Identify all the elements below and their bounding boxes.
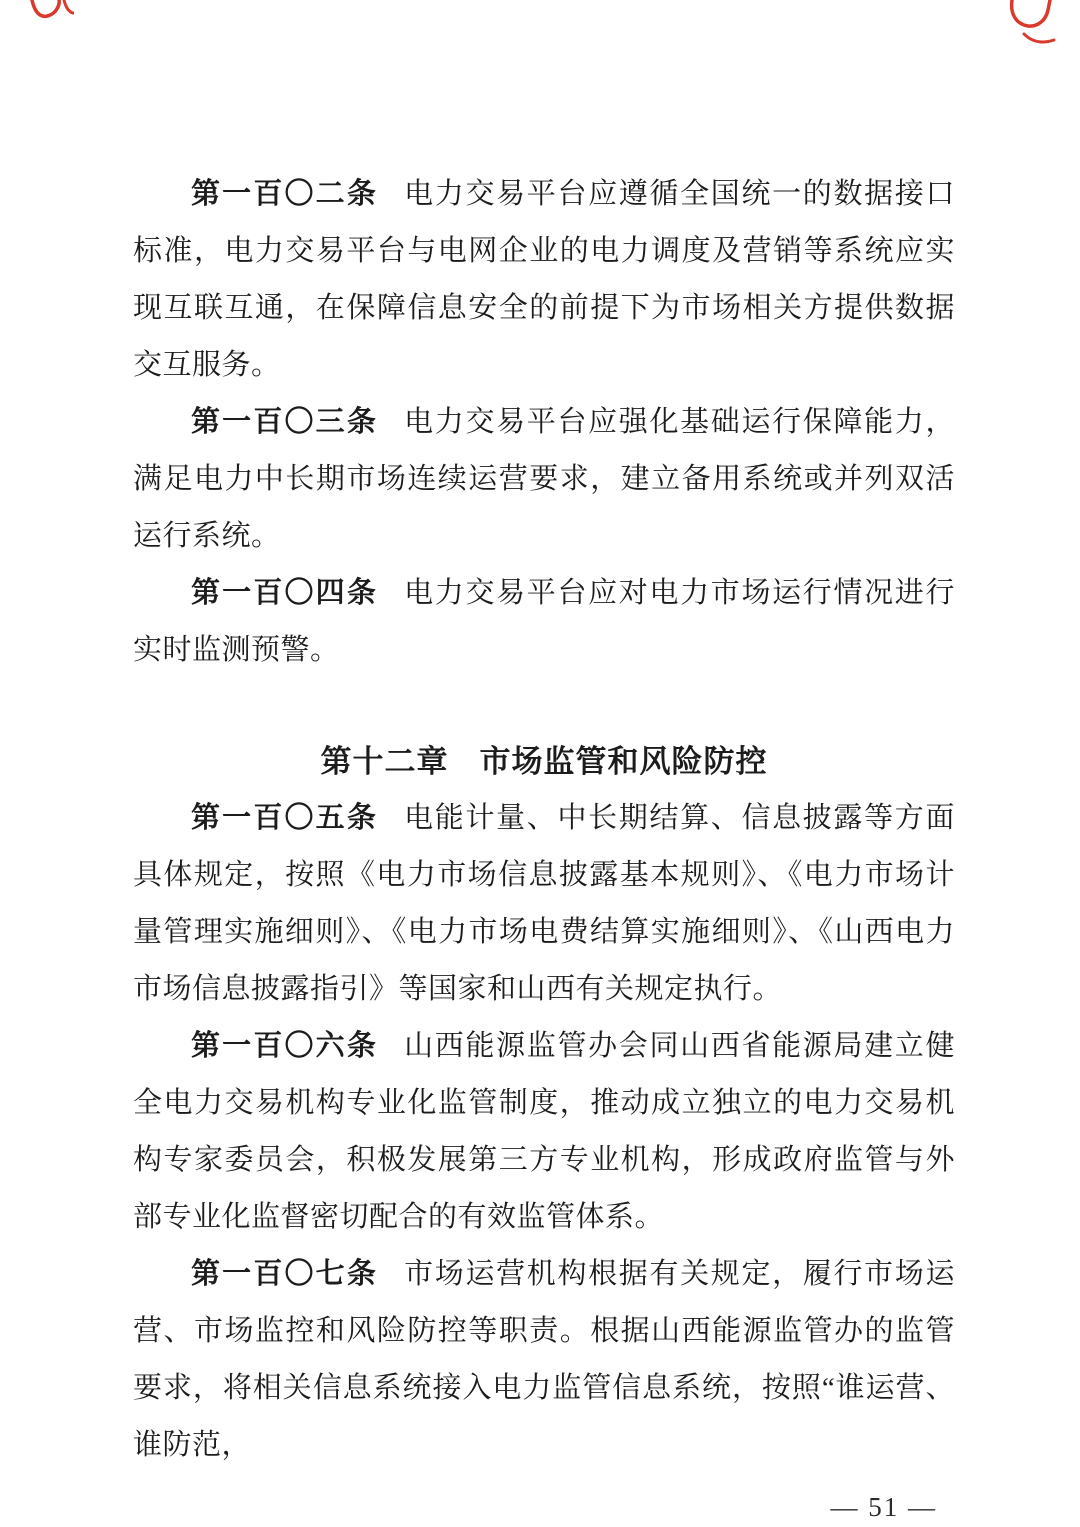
article-paragraph-103 bbox=[133, 394, 955, 565]
article-text: 电力交易平台应遵循全国统一的数据接口标准，电力交易平台与电网企业的电力调度及营销等系统应实现互联互通，在保障信息安全的前提下为市场相关方提供数据交互服务。 bbox=[133, 178, 955, 381]
article-text: 电能计量、中长期结算、信息披露等方面具体规定，按照《电力市场信息披露基本规则》、《电力市场计量管理实施细则》、《电力市场电费结算实施细则》、《山西电力市场信息披露指引》等国家和山西有关规定执行。 bbox=[133, 802, 955, 1005]
article-paragraph-102 bbox=[133, 166, 955, 394]
article-number-label: 第一百〇七条 bbox=[191, 1258, 379, 1290]
red-ink-mark-left bbox=[26, 0, 74, 34]
chapter-title: 市场监管和风险防控 bbox=[479, 744, 768, 779]
article-paragraph-105 bbox=[133, 790, 955, 1018]
article-number-label: 第一百〇二条 bbox=[191, 178, 379, 210]
page-number: — 51 — bbox=[830, 1492, 937, 1522]
red-ink-stroke bbox=[1012, 0, 1050, 26]
article-text: 市场运营机构根据有关规定，履行市场运营、市场监控和风险防控等职责。根据山西能源监管办的监管要求，将相关信息系统接入电力监管信息系统，按照“谁运营、谁防范， bbox=[133, 1258, 955, 1461]
article-paragraph-104 bbox=[133, 565, 955, 679]
article-number-label: 第一百〇四条 bbox=[191, 577, 379, 609]
article-text: 电力交易平台应对电力市场运行情况进行实时监测预警。 bbox=[133, 577, 955, 666]
chapter-heading bbox=[133, 733, 955, 790]
red-ink-stroke bbox=[32, 0, 59, 16]
article-paragraph-106 bbox=[133, 1018, 955, 1246]
article-paragraph-107 bbox=[133, 1246, 955, 1474]
chapter-number: 第十二章 bbox=[320, 744, 449, 779]
red-ink-mark-right bbox=[1004, 0, 1058, 48]
red-ink-stroke bbox=[64, 0, 73, 13]
article-text: 山西能源监管办会同山西省能源局建立健全电力交易机构专业化监管制度，推动成立独立的电力交易机构专家委员会，积极发展第三方专业机构，形成政府监管与外部专业化监督密切配合的有效监管体系。 bbox=[133, 1030, 955, 1233]
article-number-label: 第一百〇三条 bbox=[191, 406, 379, 438]
article-number-label: 第一百〇五条 bbox=[191, 802, 379, 834]
article-text: 电力交易平台应强化基础运行保障能力，满足电力中长期市场连续运营要求，建立备用系统或并列双活运行系统。 bbox=[133, 406, 955, 552]
red-ink-stroke bbox=[1024, 34, 1054, 42]
page-body bbox=[133, 0, 955, 1524]
article-number-label: 第一百〇六条 bbox=[191, 1030, 379, 1062]
